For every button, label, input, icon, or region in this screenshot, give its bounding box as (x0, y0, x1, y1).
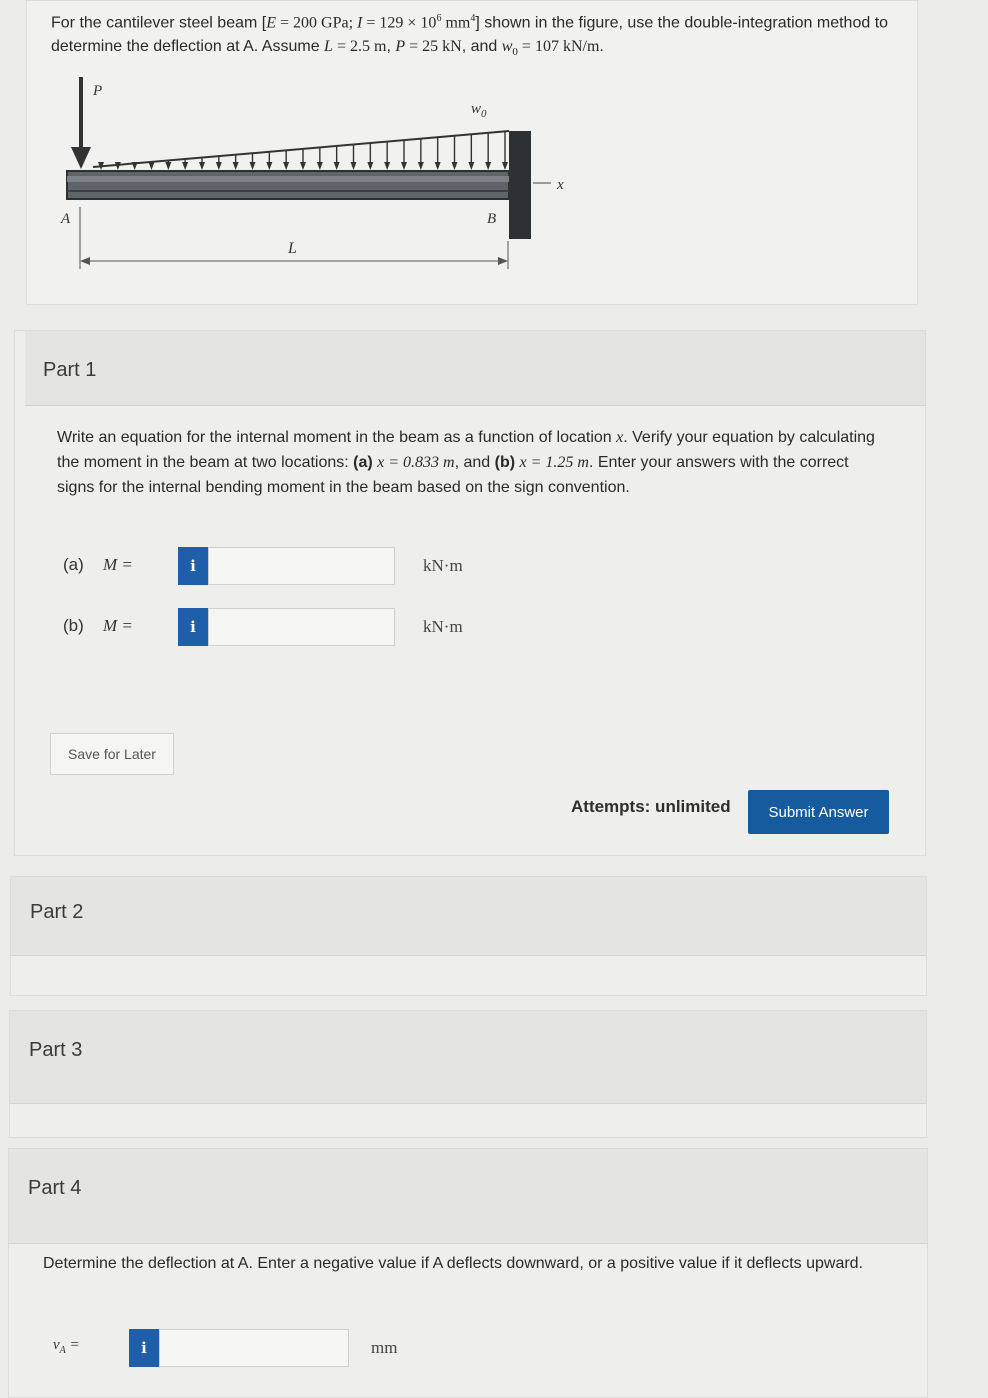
load-arrowhead (182, 162, 188, 170)
L-value: 2.5 m (349, 38, 387, 56)
E-symbol: E (266, 14, 276, 32)
moment-b-input[interactable] (208, 608, 395, 646)
fixed-wall (509, 131, 531, 239)
load-arrowhead (250, 162, 256, 170)
distributed-load-line (93, 131, 509, 167)
load-arrowhead (165, 162, 171, 170)
info-icon[interactable]: i (129, 1329, 159, 1367)
load-arrowhead (367, 162, 373, 170)
load-arrowhead (351, 162, 357, 170)
label-w0: $w_0$ (471, 101, 487, 120)
beam (67, 171, 509, 199)
load-arrowhead (216, 162, 222, 170)
answer-a-unit: kN·m (423, 556, 463, 575)
load-arrowhead (317, 162, 323, 170)
part-3-title: Part 3 (29, 1039, 83, 1061)
part-1-prompt: Write an equation for the internal moment in the beam as a function of location x. Verify your equation by calculating the moment in the beam at two locations: (a) x = 0.833 m, and (b) x = 1.25 m. Enter your answers with the correct signs for the internal bending moment in the beam based on the sign convention. (57, 429, 875, 496)
point-load-arrowhead (71, 147, 91, 169)
load-arrowhead (452, 162, 458, 170)
part-2-header[interactable] (11, 877, 926, 956)
part-4-header[interactable] (9, 1149, 927, 1244)
dimension-arrow-right (498, 257, 508, 265)
w0-subscript: 0 (512, 46, 518, 59)
deflection-input[interactable] (159, 1329, 349, 1367)
E-value: 200 GPa (293, 14, 349, 32)
and-text: , and (461, 38, 502, 56)
period: . (599, 38, 604, 56)
w0-value: 107 kN/m (534, 38, 600, 56)
part-1-panel (14, 330, 926, 856)
submit-answer-button[interactable]: Submit Answer (748, 790, 889, 834)
w0-symbol: w (501, 38, 513, 56)
label-L: L (288, 240, 297, 257)
info-icon[interactable]: i (178, 547, 208, 585)
intro-text-2: ] shown in the figure, use the double-integration method to determine the deflection at A. Assume (51, 14, 889, 56)
I-exponent: 6 (436, 13, 442, 24)
load-arrowhead (266, 162, 272, 170)
answer-b-variable: M = (103, 616, 133, 635)
part-2-title: Part 2 (30, 901, 84, 923)
equals: = (405, 38, 423, 56)
label-P: P (93, 83, 103, 99)
L-symbol: L (324, 38, 333, 56)
dimension-arrow-left (80, 257, 90, 265)
location-a: x = 0.833 m (377, 454, 455, 471)
part-2-panel (10, 876, 927, 996)
load-arrowhead (334, 162, 340, 170)
load-arrowhead (283, 162, 289, 170)
load-arrowhead (418, 162, 424, 170)
answer-vA-unit: mm (371, 1338, 398, 1357)
load-arrowhead (300, 162, 306, 170)
answer-row-a (63, 547, 523, 585)
answer-a-label: (a) (63, 555, 84, 574)
load-arrowhead (502, 162, 508, 170)
load-arrowhead (233, 162, 239, 170)
answer-b-label: (b) (63, 616, 84, 635)
label-x: x (557, 177, 564, 193)
info-icon[interactable]: i (178, 608, 208, 646)
part-4-prompt: Determine the deflection at A. Enter a negative value if A deflects downward, or a positive value if it deflects upward. (43, 1255, 864, 1272)
comma: , (386, 38, 396, 56)
I-unit: mm (441, 14, 471, 32)
load-arrowhead (401, 162, 407, 170)
P-symbol: P (395, 38, 406, 56)
label-B: B (487, 211, 497, 227)
part-1-header[interactable] (25, 331, 925, 406)
load-arrowhead (485, 162, 491, 170)
intro-text-1: For the cantilever steel beam [ (51, 14, 267, 32)
label-A: A (61, 211, 71, 227)
answer-a-variable: M = (103, 555, 133, 574)
location-b: x = 1.25 m (519, 454, 589, 471)
part-1-title: Part 1 (43, 359, 97, 381)
beam-highlight (67, 176, 509, 182)
P-value: 25 kN (422, 38, 462, 56)
load-arrowhead (149, 162, 155, 170)
I-symbol: I (357, 14, 363, 32)
save-for-later-button[interactable]: Save for Later (50, 733, 174, 775)
load-arrowhead (132, 162, 138, 170)
load-arrowhead (468, 162, 474, 170)
equals: = (276, 14, 294, 32)
load-arrowhead (199, 162, 205, 170)
I-unit-exponent: 4 (470, 13, 476, 24)
attempts-text: Attempts: unlimited (571, 797, 731, 816)
load-arrowhead (435, 162, 441, 170)
part-3-header[interactable] (10, 1011, 926, 1104)
answer-b-unit: kN·m (423, 617, 463, 636)
answer-row-b (63, 608, 523, 646)
I-value: 129 × 10 (379, 14, 437, 32)
equals: = (332, 38, 350, 56)
answer-row-vA (49, 1329, 469, 1367)
answer-vA-variable: $v_A$ = (53, 1337, 80, 1356)
part-4-panel (8, 1148, 928, 1398)
equals: = (517, 38, 535, 56)
equals: = (362, 14, 380, 32)
load-arrowhead (384, 162, 390, 170)
part-4-title: Part 4 (28, 1177, 82, 1199)
semicolon: ; (348, 14, 358, 32)
part-3-panel (9, 1010, 927, 1138)
problem-statement-card (26, 0, 918, 305)
moment-a-input[interactable] (208, 547, 395, 585)
beam-figure (27, 1, 919, 306)
